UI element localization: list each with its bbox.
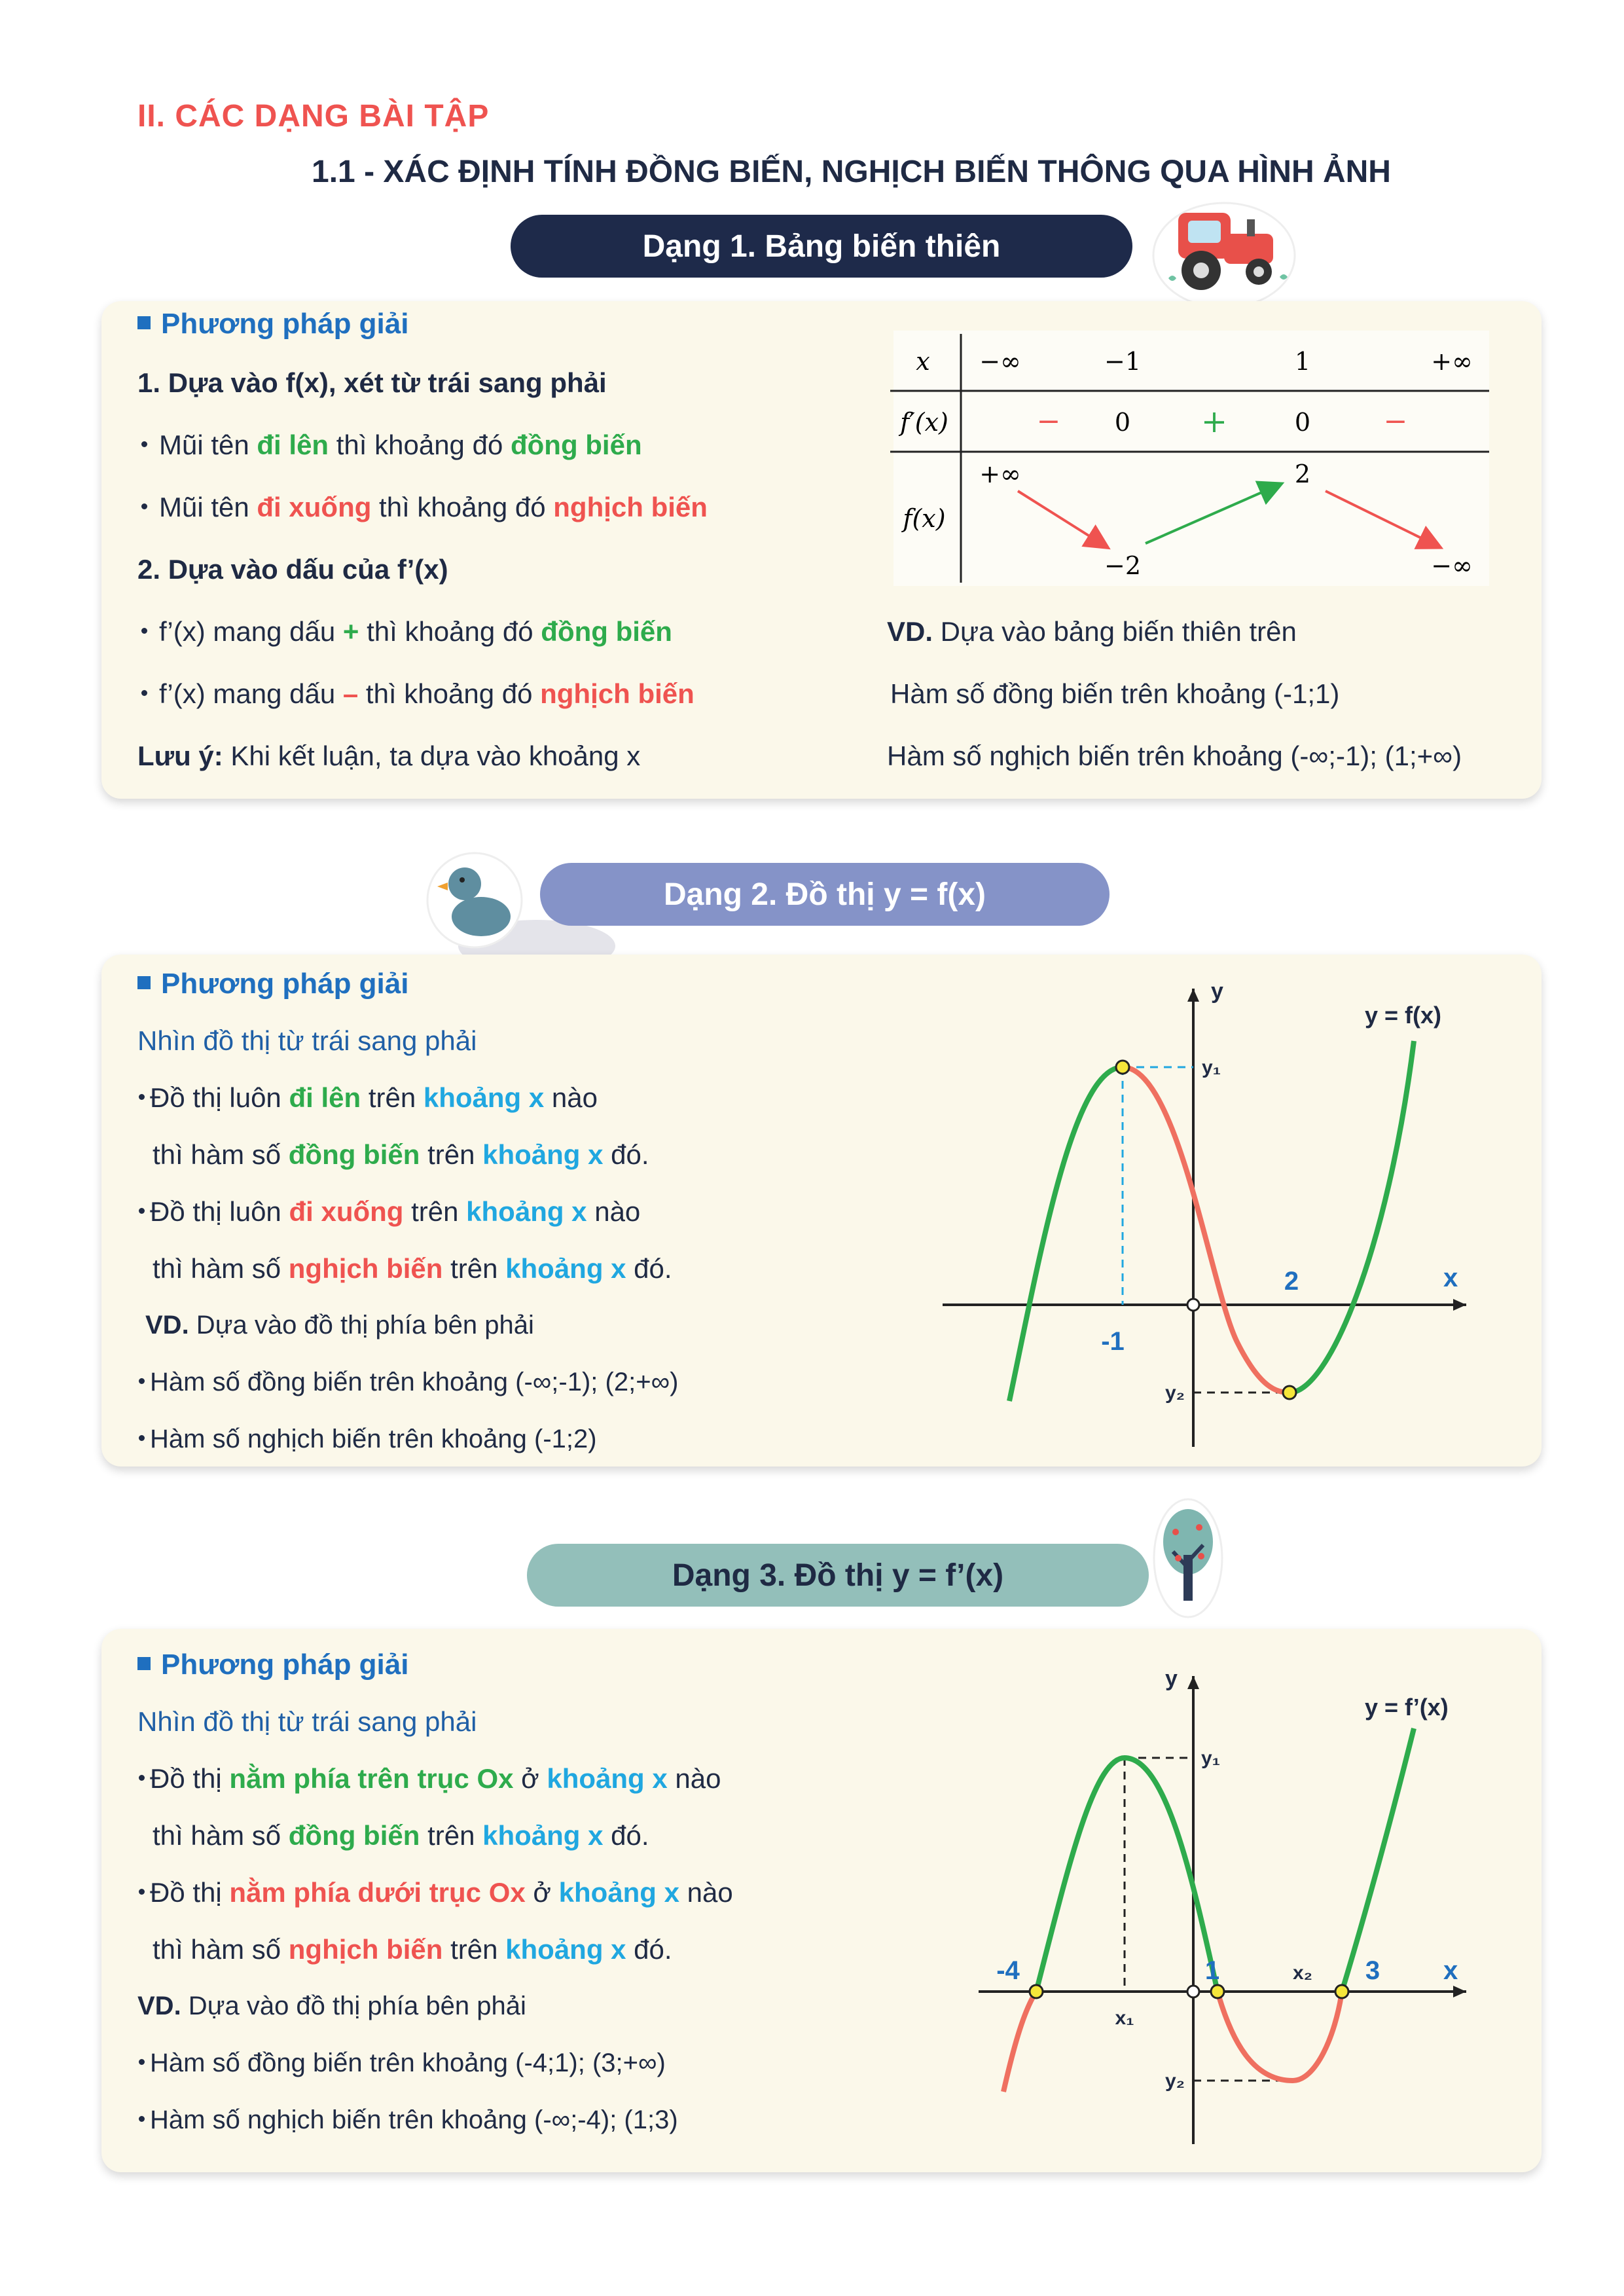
curve-above-axis: [1342, 1728, 1414, 1992]
table-x-value: −∞: [979, 347, 1021, 376]
root-point: [1211, 1985, 1224, 1998]
tractor-sticker-icon: [1149, 193, 1299, 311]
dang3-example: VD. Dựa vào đồ thị phía bên phải: [137, 1992, 526, 2020]
graph-fprime-y2: y₂: [1165, 2070, 1185, 2092]
table-sign: 0: [1294, 408, 1311, 437]
bullet-dot-icon: [139, 1889, 145, 1895]
graph-f: [929, 975, 1506, 1460]
curve-decreasing: [1123, 1067, 1290, 1393]
dang1-note: Lưu ý: Khi kết luận, ta dựa vào khoảng x: [137, 740, 641, 771]
curve-below-axis: [1218, 1992, 1342, 2081]
dang1-rule2-title: 2. Dựa vào dấu của f’(x): [137, 554, 448, 585]
bullet-dot-icon: [139, 1094, 145, 1100]
graph-f-y1: y₁: [1202, 1057, 1221, 1078]
curve-above-axis: [1036, 1758, 1218, 1992]
dang3-title: Dạng 3. Đồ thị y = f’(x): [672, 1558, 1004, 1593]
dang2-title-pill: [540, 863, 1110, 926]
dang2-down-line2: thì hàm số nghịch biến trên khoảng x đó.: [153, 1253, 672, 1284]
max-point: [1116, 1061, 1129, 1074]
dang1-title: Dạng 1. Bảng biến thiên: [642, 228, 1001, 264]
dang3-example-dec: Hàm số nghịch biến trên khoảng (-∞;-4); (1;3): [137, 2104, 678, 2136]
section-title: II. CÁC DẠNG BÀI TẬP: [137, 99, 490, 134]
bullet-square-icon: [137, 976, 151, 989]
origin-point: [1187, 1986, 1199, 1997]
dang1-example-inc: Hàm số đồng biến trên khoảng (-1;1): [890, 678, 1340, 709]
table-sign: −: [1383, 405, 1408, 438]
table-fprime-label: f′(x): [900, 408, 948, 437]
curve-below-axis: [1003, 1992, 1036, 2092]
subsection-title: 1.1 - XÁC ĐỊNH TÍNH ĐỒNG BIẾN, NGHỊCH BIẾN THÔNG QUA HÌNH ẢNH: [312, 155, 1391, 189]
bullet-dot-icon: [141, 441, 147, 447]
dang2-intro: Nhìn đồ thị từ trái sang phải: [137, 1025, 477, 1056]
tree-sticker-icon: [1152, 1496, 1224, 1620]
dang3-method-heading: Phương pháp giải: [137, 1649, 408, 1681]
table-sign: −: [1036, 405, 1061, 438]
graph-fprime-root-b: 1: [1204, 1956, 1220, 1985]
bullet-dot-icon: [141, 628, 147, 634]
bullet-square-icon: [137, 1657, 151, 1670]
bullet-dot-icon: [139, 1378, 145, 1384]
dang2-example: VD. Dựa vào đồ thị phía bên phải: [145, 1311, 534, 1339]
dang1-rule2-minus: f’(x) mang dấu – thì khoảng đó nghịch biến: [139, 678, 695, 710]
table-sign: +: [1200, 403, 1228, 440]
table-f-min: −2: [1104, 551, 1142, 580]
dang1-method-heading: Phương pháp giải: [137, 308, 408, 340]
dang2-title: Dạng 2. Đồ thị y = f(x): [663, 877, 986, 912]
dang2-down-line1: Đồ thị luôn đi xuống trên khoảng x nào: [137, 1195, 640, 1228]
dang1-rule1-up: Mũi tên đi lên thì khoảng đó đồng biến: [139, 429, 642, 462]
dang1-rule2-plus: f’(x) mang dấu + thì khoảng đó đồng biến: [139, 615, 672, 648]
dang3-example-inc: Hàm số đồng biến trên khoảng (-4;1); (3;+∞): [137, 2047, 666, 2079]
dang2-up-line2: thì hàm số đồng biến trên khoảng x đó.: [153, 1139, 649, 1170]
graph-f-y-label: y: [1211, 979, 1223, 1004]
dang3-down-line2: thì hàm số nghịch biến trên khoảng x đó.: [153, 1934, 672, 1965]
table-f-max: 2: [1294, 460, 1311, 488]
table-f-start: +∞: [979, 460, 1021, 488]
bullet-dot-icon: [141, 503, 147, 509]
dang3-up-line1: Đồ thị nằm phía trên trục Ox ở khoảng x nào: [137, 1762, 721, 1795]
table-sign: 0: [1114, 408, 1131, 437]
graph-f-tick-left: -1: [1101, 1327, 1125, 1356]
graph-fprime-x-label: x: [1443, 1956, 1458, 1985]
bullet-dot-icon: [139, 1435, 145, 1441]
graph-fprime-curve-label: y = f’(x): [1365, 1694, 1449, 1721]
dang2-method-heading: Phương pháp giải: [137, 968, 408, 1000]
graph-fprime-y1: y₁: [1201, 1747, 1221, 1769]
dang2-example-dec: Hàm số nghịch biến trên khoảng (-1;2): [137, 1423, 597, 1455]
graph-fprime-x1: x₁: [1115, 2007, 1134, 2029]
table-x-value: −1: [1104, 347, 1142, 376]
dang1-title-pill: [511, 215, 1132, 278]
bullet-dot-icon: [139, 1775, 145, 1781]
graph-f-x-label: x: [1443, 1264, 1458, 1292]
graph-fprime-root-a: -4: [996, 1956, 1020, 1985]
table-f-label: f(x): [903, 504, 946, 533]
bullet-dot-icon: [139, 2059, 145, 2065]
bullet-square-icon: [137, 316, 151, 329]
graph-f-tick-right: 2: [1284, 1267, 1299, 1296]
dang2-example-inc: Hàm số đồng biến trên khoảng (-∞;-1); (2;+∞): [137, 1366, 678, 1398]
curve-increasing: [1290, 1041, 1414, 1393]
table-f-end: −∞: [1431, 551, 1473, 580]
variation-table: [884, 331, 1499, 592]
graph-fprime: [969, 1656, 1506, 2160]
graph-f-y2: y₂: [1165, 1382, 1185, 1404]
dang1-rule1-down: Mũi tên đi xuống thì khoảng đó nghịch biến: [139, 491, 708, 524]
dang2-up-line1: Đồ thị luôn đi lên trên khoảng x nào: [137, 1082, 598, 1114]
bullet-dot-icon: [139, 1208, 145, 1214]
dang3-intro: Nhìn đồ thị từ trái sang phải: [137, 1706, 477, 1737]
graph-fprime-root-c: 3: [1365, 1956, 1380, 1985]
dang1-example: VD. Dựa vào bảng biến thiên trên: [887, 616, 1297, 647]
origin-point: [1187, 1299, 1199, 1311]
bullet-dot-icon: [141, 690, 147, 696]
graph-f-curve-label: y = f(x): [1365, 1002, 1442, 1029]
dang1-example-dec: Hàm số nghịch biến trên khoảng (-∞;-1); (1;+∞): [887, 740, 1462, 771]
dang3-title-pill: [527, 1544, 1149, 1607]
table-x-value: +∞: [1431, 347, 1473, 376]
graph-fprime-x2: x₂: [1292, 1962, 1313, 1984]
graph-fprime-y-label: y: [1165, 1666, 1178, 1691]
min-point: [1283, 1386, 1296, 1399]
dang1-rule1-title: 1. Dựa vào f(x), xét từ trái sang phải: [137, 367, 607, 398]
dang3-down-line1: Đồ thị nằm phía dưới trục Ox ở khoảng x nào: [137, 1876, 733, 1909]
root-point: [1335, 1985, 1348, 1998]
table-x-label: x: [916, 347, 930, 376]
dang3-up-line2: thì hàm số đồng biến trên khoảng x đó.: [153, 1820, 649, 1851]
table-x-value: 1: [1294, 347, 1311, 376]
bullet-dot-icon: [139, 2116, 145, 2122]
root-point: [1030, 1985, 1043, 1998]
